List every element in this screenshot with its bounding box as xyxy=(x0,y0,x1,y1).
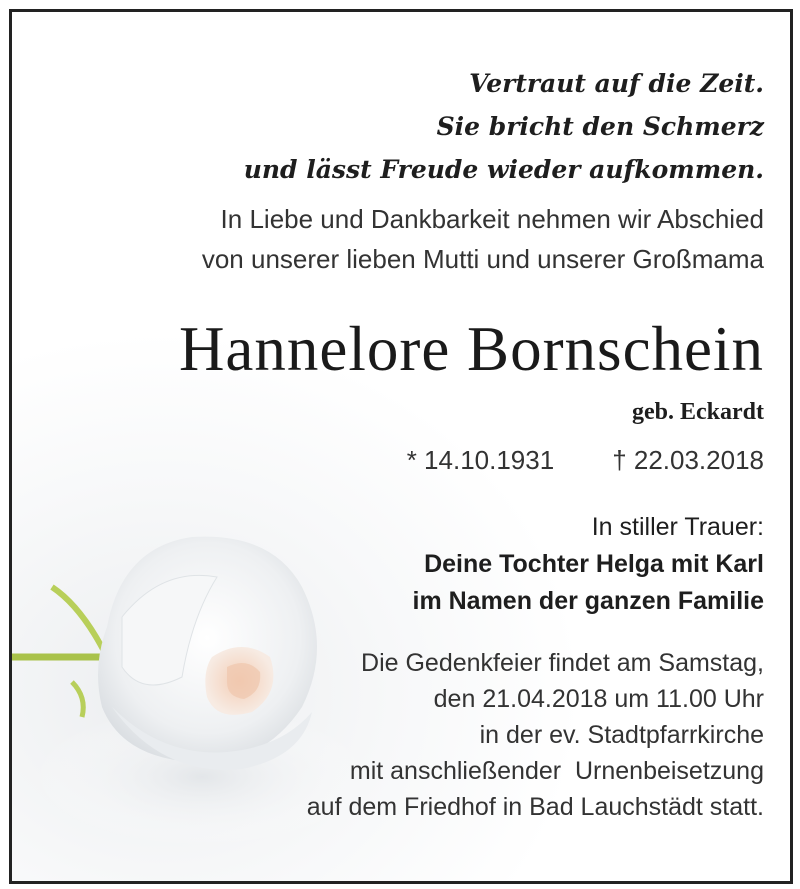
quote-line: Sie bricht den Schmerz xyxy=(436,112,764,141)
mourners-line: im Namen der ganzen Familie xyxy=(412,587,764,615)
service-line: auf dem Friedhof in Bad Lauchstädt statt. xyxy=(306,793,764,821)
deceased-name: Hannelore Bornschein xyxy=(178,314,764,384)
quote xyxy=(244,62,764,191)
mourners xyxy=(413,509,765,620)
intro-text xyxy=(202,199,764,279)
service-line: den 21.04.2018 um 11.00 Uhr xyxy=(433,685,764,713)
obituary-frame xyxy=(9,9,793,884)
service-info xyxy=(307,645,764,825)
quote-line: Vertraut auf die Zeit. xyxy=(469,69,764,98)
intro-line: von unserer lieben Mutti und unserer Großmama xyxy=(201,244,764,274)
death-date: † 22.03.2018 xyxy=(612,445,764,475)
quote-line: und lässt Freude wieder aufkommen. xyxy=(243,155,764,184)
service-line: in der ev. Stadtpfarrkirche xyxy=(479,721,764,749)
mourners-line: Deine Tochter Helga mit Karl xyxy=(424,550,764,578)
service-line: mit anschließender Urnenbeisetzung xyxy=(349,757,764,785)
birth-date: * 14.10.1931 xyxy=(406,445,555,475)
maiden-name: geb. Eckardt xyxy=(632,399,764,425)
service-line: Die Gedenkfeier findet am Samstag, xyxy=(361,649,764,677)
life-dates xyxy=(407,444,764,476)
intro-line: In Liebe und Dankbarkeit nehmen wir Abschied xyxy=(220,204,764,234)
mourners-heading: In stiller Trauer: xyxy=(591,513,764,541)
